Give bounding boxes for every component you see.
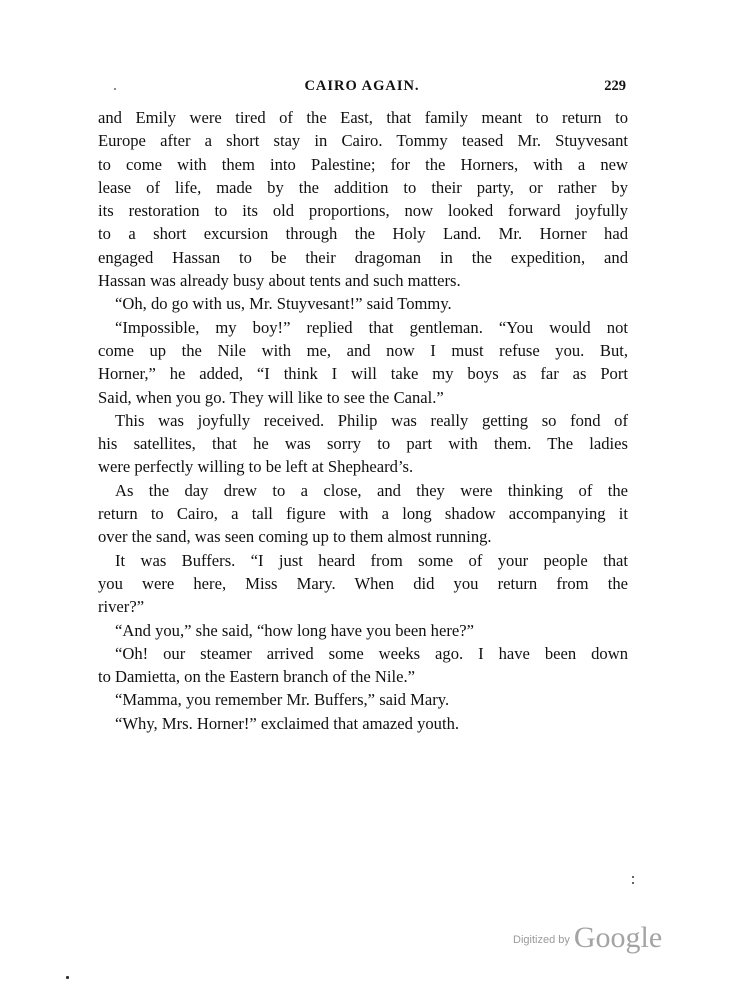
text-line: to Damietta, on the Eastern branch of the Nile.” [98,667,416,687]
text-line: and Emily were tired of the East, that family meant to return to [98,108,628,127]
text-line: over the sand, was seen coming up to them almost running. [98,527,492,547]
text-line: “Mamma, you remember Mr. Buffers,” said Mary. [115,690,450,710]
margin-speck [632,882,634,884]
text-line: its restoration to its old proportions, now looked forward joyfully [98,201,628,221]
text-line: Hassan was already busy about tents and such matters. [98,271,461,291]
text-line: This was joyfully received. Philip was really getting so fond of [115,410,628,430]
text-line: As the day drew to a close, and they were thinking of the [115,480,628,500]
body-text [98,106,628,735]
watermark-prefix: Digitized by [513,934,570,946]
margin-speck [66,976,69,979]
text-line: to come with them into Palestine; for the Horners, with a new [98,154,628,174]
text-line: “Why, Mrs. Horner!” exclaimed that amazed youth. [115,713,460,733]
text-line: It was Buffers. “I just heard from some of your people that [115,550,628,570]
text-line: come up the Nile with me, and now I must refuse you. But, [98,340,628,360]
text-line: return to Cairo, a tall figure with a long shadow accompanying it [98,504,628,524]
text-line: river?” [98,597,145,617]
watermark-brand: Google [573,921,663,954]
digitized-watermark [513,921,662,955]
text-line: “And you,” she said, “how long have you been here?” [115,620,474,640]
text-line: were perfectly willing to be left at Shepheard’s. [98,457,414,477]
text-line: to a short excursion through the Holy Land. Mr. Horner had [98,224,628,244]
text-line: engaged Hassan to be their dragoman in the expedition, and [98,247,628,267]
running-header [98,78,626,100]
text-line: lease of life, made by the addition to their party, or rather by [98,177,628,197]
text-line: “Oh, do go with us, Mr. Stuyvesant!” said Tommy. [115,294,452,314]
text-line: “Impossible, my boy!” replied that gentleman. “You would not [115,317,628,337]
text-line: Said, when you go. They will like to see the Canal.” [98,387,444,407]
running-head-title: CAIRO AGAIN. [304,78,420,94]
text-line: Horner,” he added, “I think I will take my boys as far as Port [98,364,628,384]
margin-speck [632,876,634,878]
text-line: Europe after a short stay in Cairo. Tommy teased Mr. Stuyvesant [98,131,628,151]
text-line: his satellites, that he was sorry to part with them. The ladies [98,434,628,454]
page-number: 229 [604,78,626,94]
text-line: you were here, Miss Mary. When did you return from the [98,573,628,593]
text-line: “Oh! our steamer arrived some weeks ago. I have been down [115,643,628,663]
